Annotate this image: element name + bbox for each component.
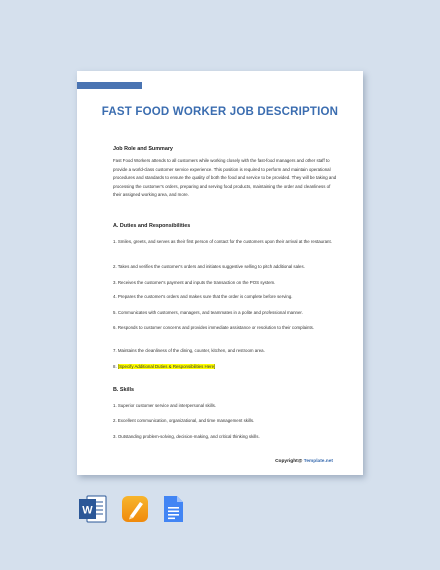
duty-item: 7. Maintains the cleanliness of the dining, counter, kitchen, and restroom area. [113, 348, 265, 353]
google-docs-icon[interactable] [158, 494, 188, 524]
summary-heading: Job Role and Summary [113, 146, 173, 152]
document-page [77, 71, 363, 475]
copyright-footer [275, 459, 333, 464]
summary-text: Fast Food Workers attends to all customers while working closely with the fast-food managers and other staff to provide a world-class customer service experience. This position is required to perform and maintain operational procedures and standards to ensure the quality of both the food and service to be provided. They will be taking and processing the customer's orders, preparing and serving food products, maintaining the order and cleanliness of their assigned working area, and more. [113, 158, 337, 198]
duty-item: 2. Takes and verifies the customer's orders and initiates suggestive selling to pitch additional sales. [113, 264, 305, 269]
document-title: FAST FOOD WORKER JOB DESCRIPTION [101, 106, 339, 118]
skills-heading: B. Skills [113, 387, 134, 393]
copyright-label: Copyright@ [275, 459, 304, 464]
duty-item: 4. Prepares the customer's orders and makes sure that the order is complete before serving. [113, 294, 293, 299]
duty-item: 1. Smiles, greets, and serves as their first person of contact for the customers upon their arrival at the restaurant. [113, 239, 332, 244]
duty-number: 8. [113, 364, 117, 369]
highlighted-placeholder: [Specify Additional Duties & Responsibilities Here] [117, 364, 216, 369]
skill-item: 2. Excellent communication, organizational, and time management skills. [113, 418, 255, 423]
duty-item: 6. Responds to customer concerns and provides immediate assistance or resolution to their complaints. [113, 325, 315, 330]
duties-heading: A. Duties and Responsibilities [113, 223, 191, 229]
accent-bar [77, 82, 142, 89]
duty-item [113, 363, 338, 371]
brand-link[interactable]: Template.net [303, 459, 333, 464]
skill-item: 1. Superior customer service and interpersonal skills. [113, 403, 216, 408]
skill-item: 3. Outstanding problem-solving, decision-making, and critical thinking skills. [113, 434, 260, 439]
duty-item: 5. Communicates with customers, managers, and teammates in a polite and professional manner. [113, 310, 303, 315]
word-letter: W [82, 504, 93, 517]
duty-item: 3. Receives the customer's payment and inputs the transaction on the POS system. [113, 280, 276, 285]
pages-icon[interactable] [120, 494, 150, 524]
word-icon[interactable] [78, 494, 108, 524]
